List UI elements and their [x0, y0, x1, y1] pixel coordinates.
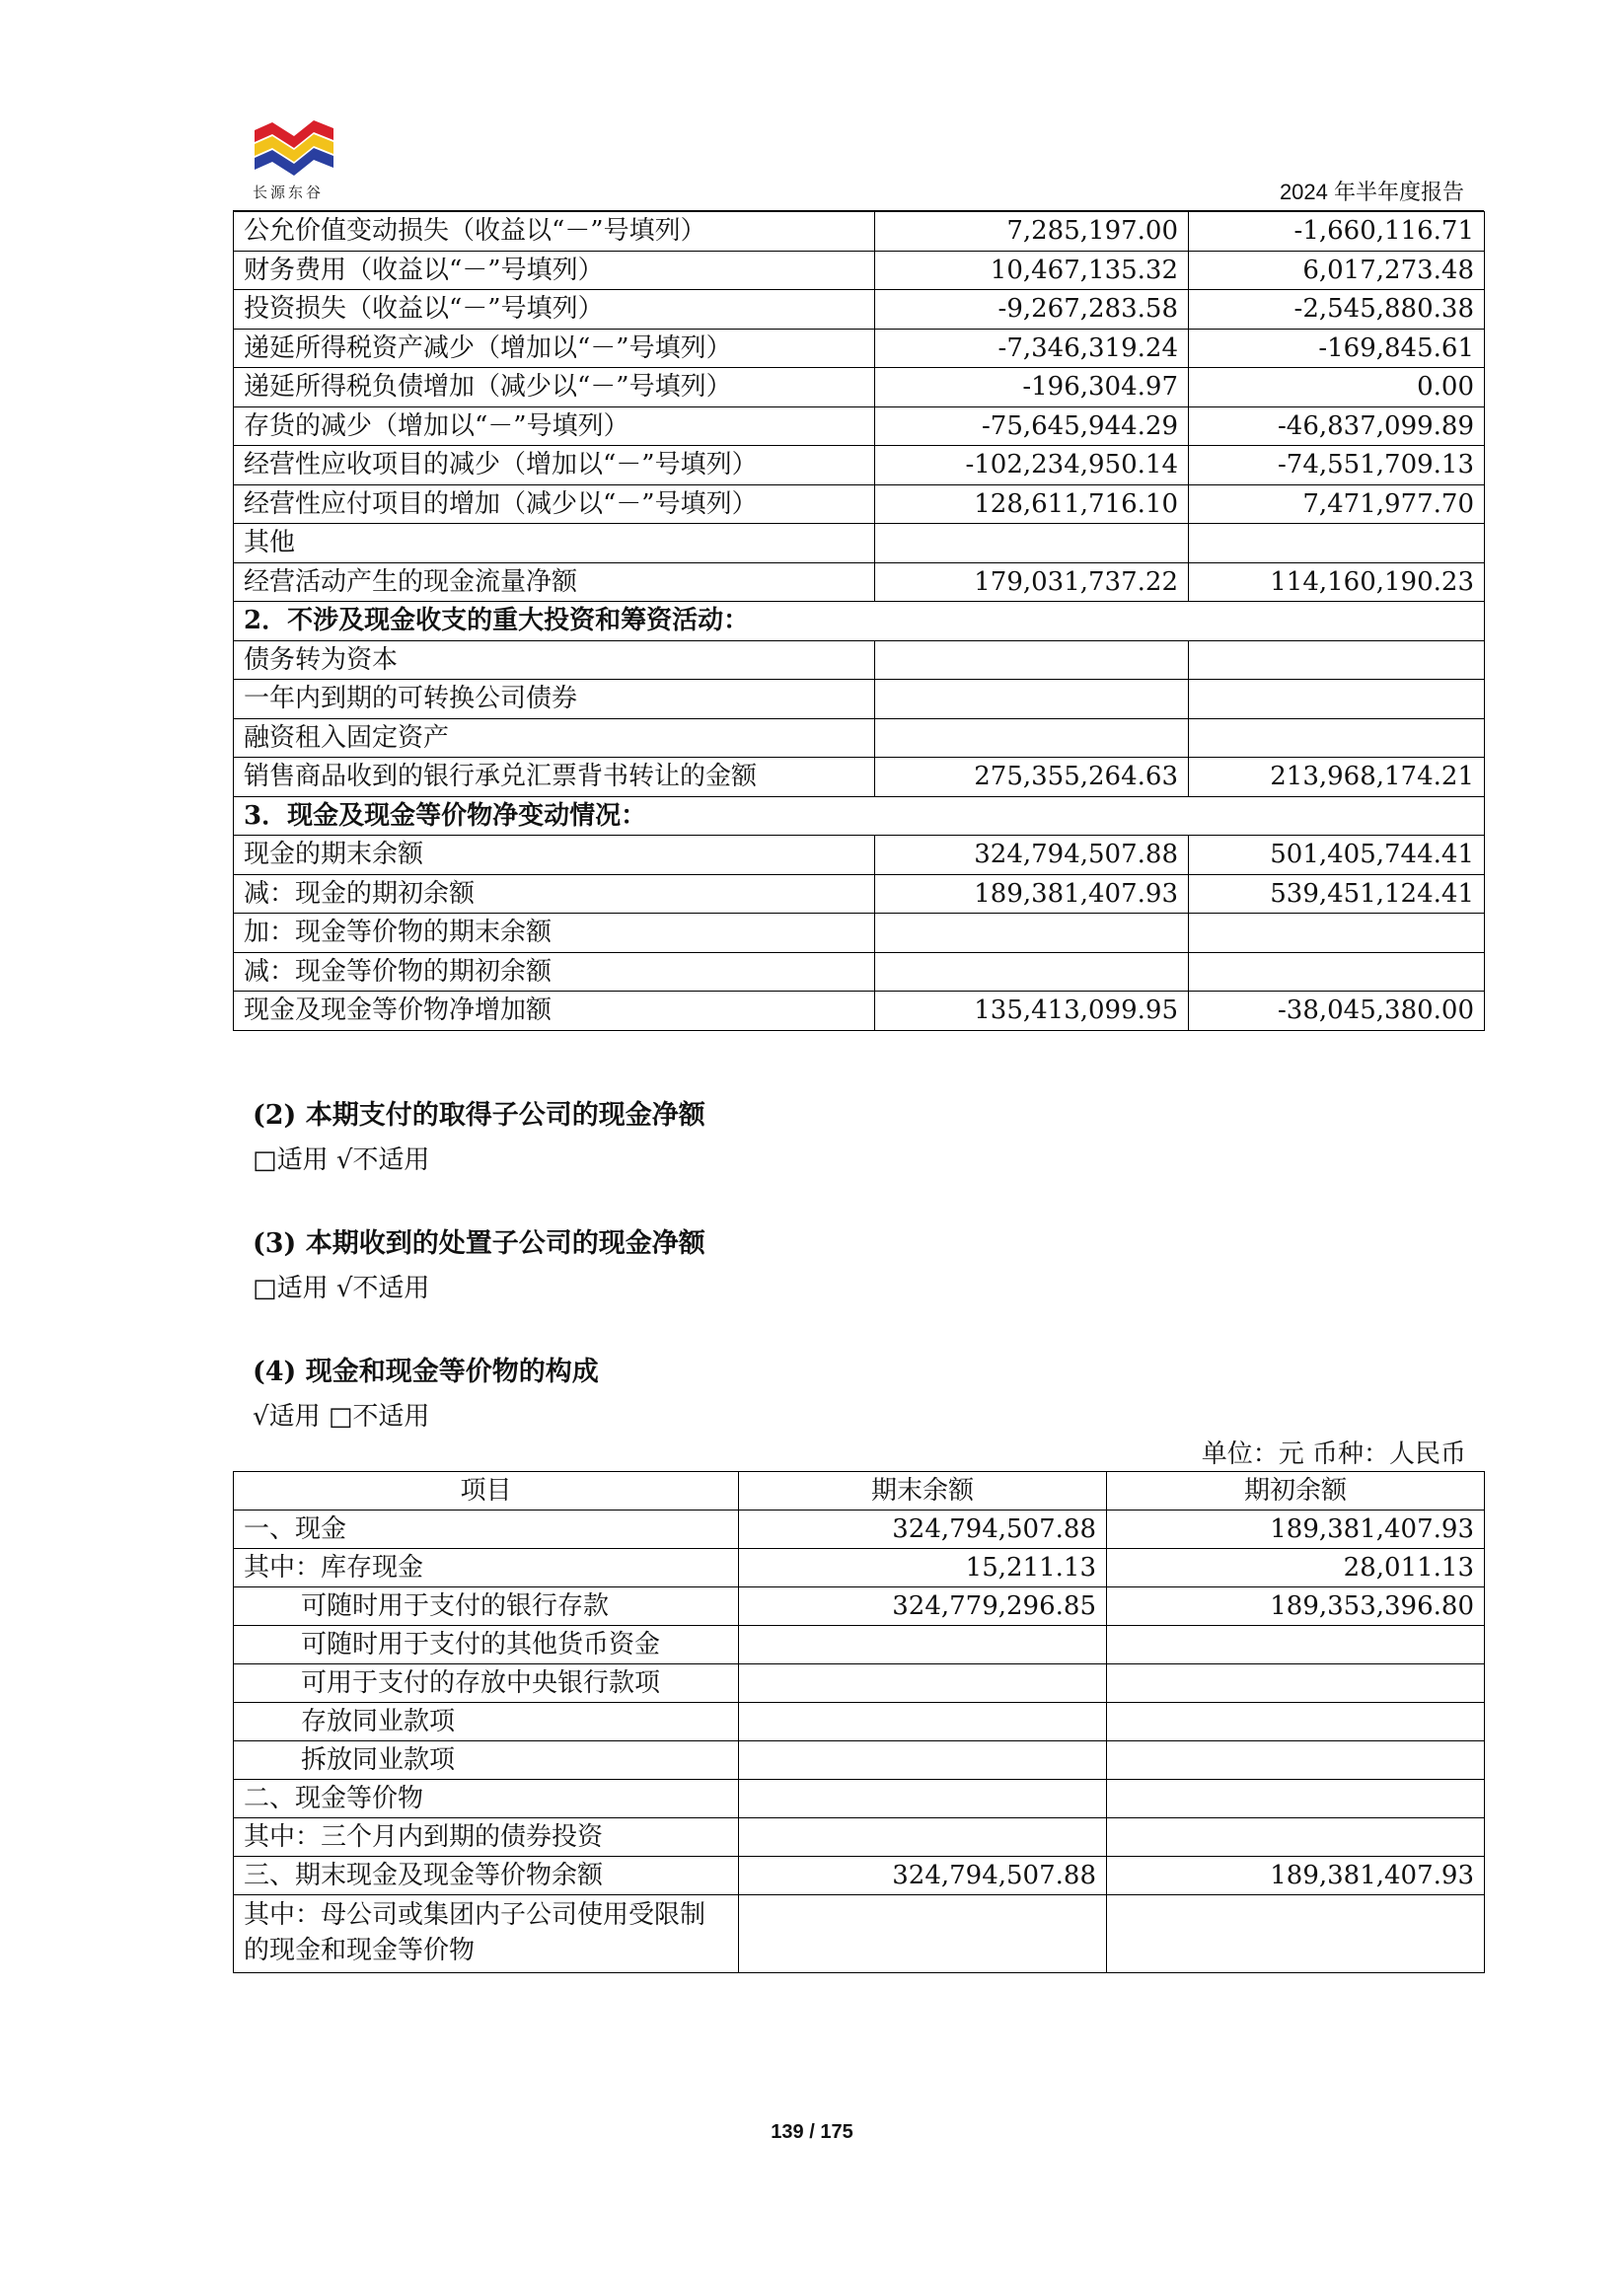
current-value: 128,611,716.10: [875, 484, 1189, 524]
unit-label: 单位：元 币种：人民币: [1201, 1439, 1466, 1469]
prior-value: 539,451,124.41: [1189, 874, 1485, 914]
row-label: 可随时用于支付的其他货币资金: [234, 1626, 739, 1664]
end-value: 15,211.13: [739, 1549, 1107, 1587]
current-value: 10,467,135.32: [875, 251, 1189, 290]
table-row: [234, 1511, 1485, 1549]
row-label: 二、现金等价物: [234, 1780, 739, 1818]
begin-value: [1107, 1703, 1485, 1741]
column-header: 期末余额: [739, 1472, 1107, 1511]
row-label: 减：现金的期初余额: [234, 874, 875, 914]
row-label: 一年内到期的可转换公司债券: [234, 680, 875, 719]
section-4-title: (4) 现金和现金等价物的构成: [253, 1357, 599, 1387]
header-row: [234, 1472, 1485, 1511]
prior-value: 7,471,977.70: [1189, 484, 1485, 524]
current-value: -196,304.97: [875, 368, 1189, 407]
end-value: [739, 1703, 1107, 1741]
end-value: [739, 1895, 1107, 1973]
end-value: 324,779,296.85: [739, 1587, 1107, 1626]
current-value: [875, 914, 1189, 953]
prior-value: 213,968,174.21: [1189, 758, 1485, 797]
table-row: [234, 640, 1485, 680]
end-value: 324,794,507.88: [739, 1857, 1107, 1895]
end-value: [739, 1780, 1107, 1818]
begin-value: [1107, 1664, 1485, 1703]
logo-text: 长源东谷: [253, 184, 325, 201]
current-value: [875, 680, 1189, 719]
table-row: [234, 718, 1485, 758]
begin-value: [1107, 1818, 1485, 1857]
row-label: 投资损失（收益以“－”号填列）: [234, 290, 875, 330]
company-logo: [253, 116, 339, 202]
current-value: 135,413,099.95: [875, 992, 1189, 1031]
table-row: [234, 368, 1485, 407]
prior-value: -38,045,380.00: [1189, 992, 1485, 1031]
end-value: [739, 1626, 1107, 1664]
row-label: 存货的减少（增加以“－”号填列）: [234, 406, 875, 446]
prior-value: -169,845.61: [1189, 329, 1485, 368]
row-label: 递延所得税资产减少（增加以“－”号填列）: [234, 329, 875, 368]
prior-value: [1189, 718, 1485, 758]
cash-flow-supplement-table: [233, 211, 1485, 1031]
row-label: 减：现金等价物的期初余额: [234, 952, 875, 992]
row-label: 其中：三个月内到期的债券投资: [234, 1818, 739, 1857]
prior-value: 114,160,190.23: [1189, 562, 1485, 602]
table-row: [234, 406, 1485, 446]
prior-value: -1,660,116.71: [1189, 212, 1485, 252]
current-value: [875, 640, 1189, 680]
table-row: [234, 212, 1485, 252]
current-value: [875, 718, 1189, 758]
table-row: [234, 1664, 1485, 1703]
row-label: 其中：母公司或集团内子公司使用受限制的现金和现金等价物: [234, 1895, 739, 1973]
row-label: 可随时用于支付的银行存款: [234, 1587, 739, 1626]
begin-value: [1107, 1780, 1485, 1818]
row-label: 可用于支付的存放中央银行款项: [234, 1664, 739, 1703]
begin-value: [1107, 1895, 1485, 1973]
row-label: 递延所得税负债增加（减少以“－”号填列）: [234, 368, 875, 407]
table-row: [234, 952, 1485, 992]
prior-value: [1189, 524, 1485, 563]
table-row: [234, 329, 1485, 368]
table-row: [234, 1780, 1485, 1818]
section-row: [234, 796, 1485, 836]
row-label: 现金及现金等价物净增加额: [234, 992, 875, 1031]
current-value: 179,031,737.22: [875, 562, 1189, 602]
report-title: 2024 年半年度报告: [1279, 180, 1464, 204]
row-label: 财务费用（收益以“－”号填列）: [234, 251, 875, 290]
page-number: 139 / 175: [771, 2121, 853, 2143]
table-row: [234, 1895, 1485, 1973]
section-heading: 3．现金及现金等价物净变动情况：: [234, 796, 1485, 836]
prior-value: [1189, 914, 1485, 953]
table-row: [234, 1857, 1485, 1895]
prior-value: 0.00: [1189, 368, 1485, 407]
begin-value: 28,011.13: [1107, 1549, 1485, 1587]
table-row: [234, 1549, 1485, 1587]
prior-value: -46,837,099.89: [1189, 406, 1485, 446]
table-row: [234, 446, 1485, 485]
section-3-title: (3) 本期收到的处置子公司的现金净额: [253, 1228, 705, 1259]
prior-value: 501,405,744.41: [1189, 836, 1485, 875]
table-row: [234, 836, 1485, 875]
end-value: [739, 1818, 1107, 1857]
row-label: 现金的期末余额: [234, 836, 875, 875]
logo-stripes-icon: [253, 116, 335, 178]
prior-value: -74,551,709.13: [1189, 446, 1485, 485]
current-value: 189,381,407.93: [875, 874, 1189, 914]
cash-equivalents-table: [233, 1471, 1485, 1973]
row-label: 一、现金: [234, 1511, 739, 1549]
current-value: -7,346,319.24: [875, 329, 1189, 368]
current-value: 324,794,507.88: [875, 836, 1189, 875]
row-label: 经营活动产生的现金流量净额: [234, 562, 875, 602]
table-row: [234, 251, 1485, 290]
current-value: 7,285,197.00: [875, 212, 1189, 252]
current-value: 275,355,264.63: [875, 758, 1189, 797]
row-label: 销售商品收到的银行承兑汇票背书转让的金额: [234, 758, 875, 797]
section-3-applicability: □适用 √不适用: [253, 1274, 430, 1303]
begin-value: 189,381,407.93: [1107, 1511, 1485, 1549]
prior-value: -2,545,880.38: [1189, 290, 1485, 330]
current-value: [875, 952, 1189, 992]
table-row: [234, 1703, 1485, 1741]
begin-value: [1107, 1741, 1485, 1780]
table-row: [234, 290, 1485, 330]
table-row: [234, 680, 1485, 719]
begin-value: 189,353,396.80: [1107, 1587, 1485, 1626]
table-row: [234, 758, 1485, 797]
row-label: 经营性应收项目的减少（增加以“－”号填列）: [234, 446, 875, 485]
section-row: [234, 602, 1485, 641]
table-row: [234, 524, 1485, 563]
current-value: -102,234,950.14: [875, 446, 1189, 485]
row-label: 公允价值变动损失（收益以“－”号填列）: [234, 212, 875, 252]
row-label: 加：现金等价物的期末余额: [234, 914, 875, 953]
end-value: 324,794,507.88: [739, 1511, 1107, 1549]
current-value: [875, 524, 1189, 563]
prior-value: [1189, 680, 1485, 719]
table-row: [234, 562, 1485, 602]
row-label: 其中：库存现金: [234, 1549, 739, 1587]
end-value: [739, 1664, 1107, 1703]
row-label: 拆放同业款项: [234, 1741, 739, 1780]
row-label: 融资租入固定资产: [234, 718, 875, 758]
table-row: [234, 1741, 1485, 1780]
prior-value: 6,017,273.48: [1189, 251, 1485, 290]
begin-value: 189,381,407.93: [1107, 1857, 1485, 1895]
table-row: [234, 914, 1485, 953]
section-2-applicability: □适用 √不适用: [253, 1145, 430, 1175]
table-row: [234, 874, 1485, 914]
table-row: [234, 1587, 1485, 1626]
column-header: 期初余额: [1107, 1472, 1485, 1511]
section-heading: 2．不涉及现金收支的重大投资和筹资活动：: [234, 602, 1485, 641]
row-label: 三、期末现金及现金等价物余额: [234, 1857, 739, 1895]
row-label: 存放同业款项: [234, 1703, 739, 1741]
table-row: [234, 1818, 1485, 1857]
table-row: [234, 992, 1485, 1031]
section-4-applicability: √适用 □不适用: [253, 1402, 430, 1432]
row-label: 经营性应付项目的增加（减少以“－”号填列）: [234, 484, 875, 524]
row-label: 其他: [234, 524, 875, 563]
current-value: -9,267,283.58: [875, 290, 1189, 330]
section-2-title: (2) 本期支付的取得子公司的现金净额: [253, 1100, 705, 1131]
row-label: 债务转为资本: [234, 640, 875, 680]
prior-value: [1189, 952, 1485, 992]
column-header: 项目: [234, 1472, 739, 1511]
end-value: [739, 1741, 1107, 1780]
table-row: [234, 1626, 1485, 1664]
table-row: [234, 484, 1485, 524]
current-value: -75,645,944.29: [875, 406, 1189, 446]
begin-value: [1107, 1626, 1485, 1664]
prior-value: [1189, 640, 1485, 680]
